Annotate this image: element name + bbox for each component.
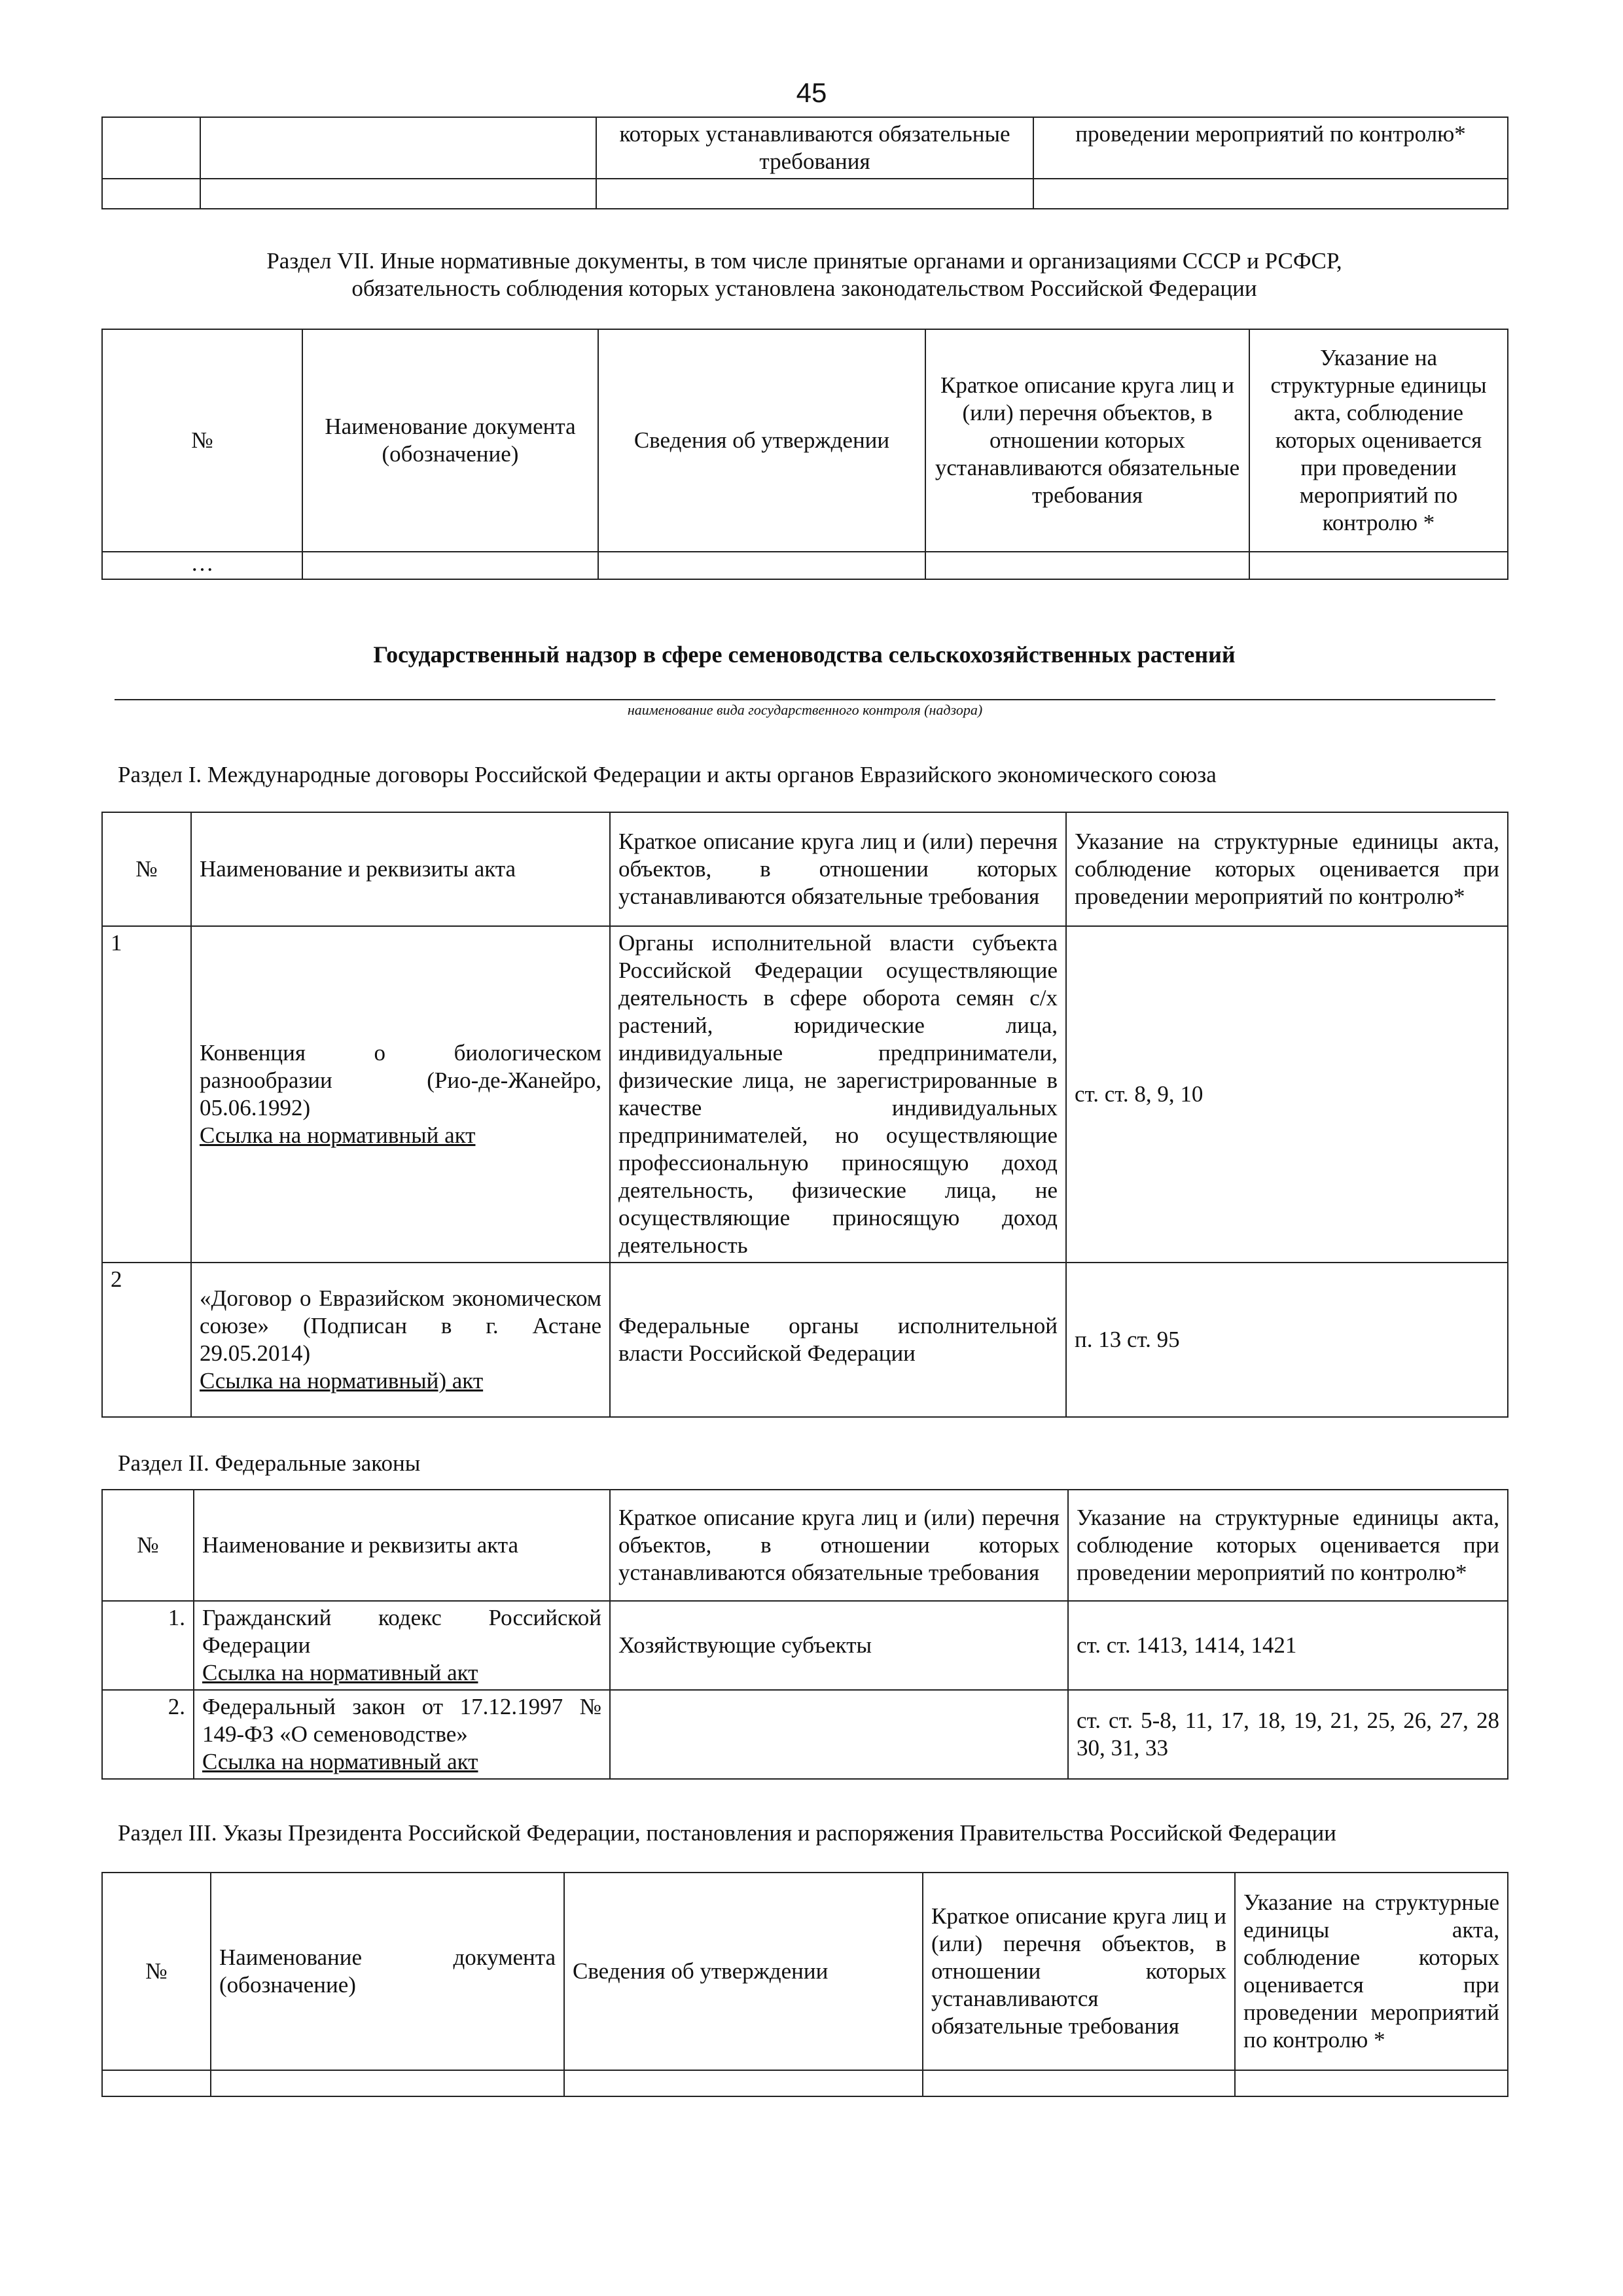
cell — [925, 552, 1249, 579]
section7-title — [101, 247, 1507, 302]
cell — [923, 2070, 1235, 2096]
header-num: № — [102, 1873, 211, 2070]
cell — [211, 2070, 564, 2096]
section7-table — [101, 329, 1508, 580]
section1-table — [101, 812, 1508, 1418]
act-name: Гражданский кодекс Российской Федерации — [202, 1605, 601, 1658]
act-name: Конвенция о биологическом разнообразии (Рио-де-Жанейро, 05.06.1992) — [200, 1040, 601, 1121]
table-row — [102, 926, 1508, 1263]
header-name: Наименование документа (обозначение) — [302, 329, 598, 552]
row-num: 1. — [102, 1601, 194, 1690]
supervision-caption: наименование вида государственного контроля (надзора) — [627, 702, 983, 718]
header-units: Указание на структурные единицы акта, соблюдение которых оценивается при проведении мероприятий по контролю* — [1066, 812, 1508, 926]
section3-table — [101, 1872, 1508, 2097]
row-name — [194, 1601, 610, 1690]
act-link[interactable]: Ссылка на нормативный) акт — [200, 1368, 484, 1393]
row-desc — [610, 1690, 1068, 1779]
cell: которых устанавливаются обязательные требования — [596, 117, 1033, 179]
cell — [1235, 2070, 1508, 2096]
header-units: Указание на структурные единицы акта, соблюдение которых оценивается при проведении мероприятий по контролю* — [1068, 1490, 1508, 1601]
header-num: № — [102, 1490, 194, 1601]
row-name — [194, 1690, 610, 1779]
cell — [596, 179, 1033, 209]
section3-title: Раздел III. Указы Президента Российской Федерации, постановления и распоряжения Правительства Российской Федерации — [118, 1820, 1336, 1846]
row-desc: Органы исполнительной власти субъекта Российской Федерации осуществляющие деятельность в сфере оборота семян с/х растений, юридические лица, индивидуальные предприниматели, физические лица, не зарегистрированные в качестве индивидуальных предпринимателей, но осуществляющие профессиональную приносящую доход деятельность, физические лица, не осуществляющие приносящую доход деятельность — [610, 926, 1066, 1263]
header-name: Наименование документа (обозначение) — [211, 1873, 564, 2070]
header-num: № — [102, 812, 191, 926]
cell: проведении мероприятий по контролю* — [1033, 117, 1508, 179]
header-desc: Краткое описание круга лиц и (или) перечня объектов, в отношении которых устанавливаются обязательные требования — [610, 812, 1066, 926]
row-num: 2. — [102, 1690, 194, 1779]
act-link[interactable]: Ссылка на нормативный акт — [202, 1749, 478, 1774]
cell — [102, 117, 200, 179]
table-row — [102, 1690, 1508, 1779]
section2-title: Раздел II. Федеральные законы — [118, 1450, 421, 1476]
section7-title-line1: Раздел VII. Иные нормативные документы, в том числе принятые органами и организациями СССР и РСФСР, — [266, 248, 1342, 274]
row-desc: Хозяйствующие субъекты — [610, 1601, 1068, 1690]
row-desc: Федеральные органы исполнительной власти Российской Федерации — [610, 1263, 1066, 1417]
act-link[interactable]: Ссылка на нормативный акт — [200, 1122, 476, 1148]
act-link[interactable]: Ссылка на нормативный акт — [202, 1660, 478, 1685]
header-desc: Краткое описание круга лиц и (или) перечня объектов, в отношении которых устанавливаются обязательные требования — [923, 1873, 1235, 2070]
cell — [102, 2070, 211, 2096]
header-name: Наименование и реквизиты акта — [191, 812, 610, 926]
table-row — [102, 1601, 1508, 1690]
row-units: ст. ст. 1413, 1414, 1421 — [1068, 1601, 1508, 1690]
header-desc: Краткое описание круга лиц и (или) перечня объектов, в отношении которых устанавливаются обязательные требования — [610, 1490, 1068, 1601]
section1-title: Раздел I. Международные договоры Российской Федерации и акты органов Евразийского экономического союза — [118, 762, 1217, 787]
header-desc: Краткое описание круга лиц и (или) перечня объектов, в отношении которых устанавливаются обязательные требования — [925, 329, 1249, 552]
row-num: 2 — [102, 1263, 191, 1417]
row-name — [191, 1263, 610, 1417]
ellipsis-cell: … — [102, 552, 302, 579]
row-units: ст. ст. 8, 9, 10 — [1066, 926, 1508, 1263]
cell — [200, 179, 596, 209]
cell — [1249, 552, 1508, 579]
cell — [598, 552, 925, 579]
cell — [564, 2070, 923, 2096]
cell — [302, 552, 598, 579]
cell — [200, 117, 596, 179]
supervision-underline — [115, 699, 1495, 700]
row-name — [191, 926, 610, 1263]
header-num: № — [102, 329, 302, 552]
header-approval: Сведения об утверждении — [564, 1873, 923, 2070]
header-approval: Сведения об утверждении — [598, 329, 925, 552]
header-name: Наименование и реквизиты акта — [194, 1490, 610, 1601]
row-num: 1 — [102, 926, 191, 1263]
supervision-title: Государственный надзор в сфере семеноводства сельскохозяйственных растений — [373, 641, 1236, 668]
page-number: 45 — [796, 77, 827, 108]
header-units: Указание на структурные единицы акта, соблюдение которых оценивается при проведении мероприятий по контролю * — [1235, 1873, 1508, 2070]
row-units: п. 13 ст. 95 — [1066, 1263, 1508, 1417]
cell — [1033, 179, 1508, 209]
act-name: Федеральный закон от 17.12.1997 № 149-ФЗ «О семеноводстве» — [202, 1694, 601, 1747]
cell — [102, 179, 200, 209]
section2-table — [101, 1489, 1508, 1780]
continuation-table — [101, 117, 1508, 209]
row-units: ст. ст. 5-8, 11, 17, 18, 19, 21, 25, 26, 27, 28 30, 31, 33 — [1068, 1690, 1508, 1779]
act-name: «Договор о Евразийском экономическом союзе» (Подписан в г. Астане 29.05.2014) — [200, 1285, 601, 1366]
table-row — [102, 1263, 1508, 1417]
header-units: Указание на структурные единицы акта, соблюдение которых оценивается при проведении мероприятий по контролю * — [1249, 329, 1508, 552]
section7-title-line2: обязательность соблюдения которых установлена законодательством Российской Федерации — [351, 276, 1257, 301]
